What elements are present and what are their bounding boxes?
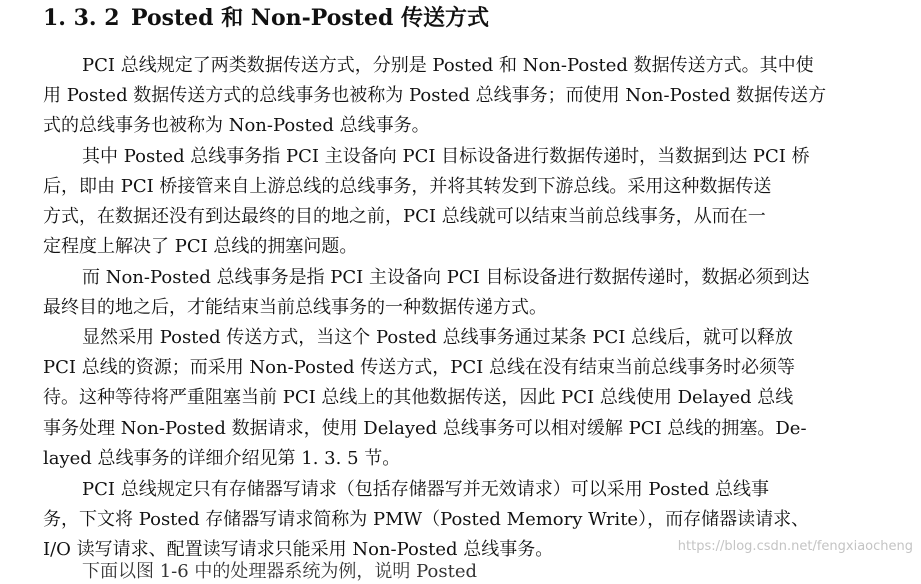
section-number: 1. 3. 2 <box>43 5 120 31</box>
watermark-url: https://blog.csdn.net/fengxiaocheng <box>677 539 913 554</box>
paragraph-line: 其中 Posted 总线事务指 PCI 主设备向 PCI 目标设备进行数据传递时，当数据到达 PCI 桥 <box>82 146 810 167</box>
paragraph-line: PCI 总线规定了两类数据传送方式，分别是 Posted 和 Non-Posted 数据传送方式。其中使 <box>82 55 814 76</box>
paragraph-line: 定程度上解决了 PCI 总线的拥塞问题。 <box>43 236 358 257</box>
paragraph-line: 显然采用 Posted 传送方式，当这个 Posted 总线事务通过某条 PCI 总线后，就可以释放 <box>82 327 794 348</box>
paragraph-line: 而 Non-Posted 总线事务是指 PCI 主设备向 PCI 目标设备进行数据传递时，数据必须到达 <box>82 267 810 288</box>
paragraph-line: layed 总线事务的详细介绍见第 1. 3. 5 节。 <box>43 448 401 469</box>
paragraph-line: 后，即由 PCI 桥接管来自上游总线的总线事务，并将其转发到下游总线。采用这种数据传送 <box>43 176 772 197</box>
paragraph-line: PCI 总线规定只有存储器写请求（包括存储器写并无效请求）可以采用 Posted 总线事 <box>82 479 770 500</box>
paragraph-line: 务，下文将 Posted 存储器写请求简称为 PMW（Posted Memory Write），而存储器读请求、 <box>43 509 810 530</box>
paragraph-line: 待。这种等待将严重阻塞当前 PCI 总线上的其他数据传送，因此 PCI 总线使用 Delayed 总线 <box>43 387 794 408</box>
paragraph-line: 方式，在数据还没有到达最终的目的地之前，PCI 总线就可以结束当前总线事务，从而在一 <box>43 206 766 227</box>
paragraph-line: 用 Posted 数据传送方式的总线事务也被称为 Posted 总线事务；而使用 Non-Posted 数据传送方 <box>43 85 827 106</box>
paragraph-line: 式的总线事务也被称为 Non-Posted 总线事务。 <box>43 115 430 136</box>
paragraph-line: I/O 读写请求、配置读写请求只能采用 Non-Posted 总线事务。 <box>43 539 554 560</box>
section-title: Posted 和 Non-Posted 传送方式 <box>131 5 489 31</box>
paragraph-line: PCI 总线的资源；而采用 Non-Posted 传送方式，PCI 总线在没有结束当前总线事务时必须等 <box>43 357 795 378</box>
section-heading <box>43 4 489 32</box>
paragraph-line: 事务处理 Non-Posted 数据请求，使用 Delayed 总线事务可以相对缓解 PCI 总线的拥塞。De- <box>43 418 807 439</box>
paragraph-line: 最终目的地之后，才能结束当前总线事务的一种数据传递方式。 <box>43 297 547 318</box>
cut-off-line: 下面以图 1-6 中的处理器系统为例，说明 Posted <box>82 561 478 582</box>
